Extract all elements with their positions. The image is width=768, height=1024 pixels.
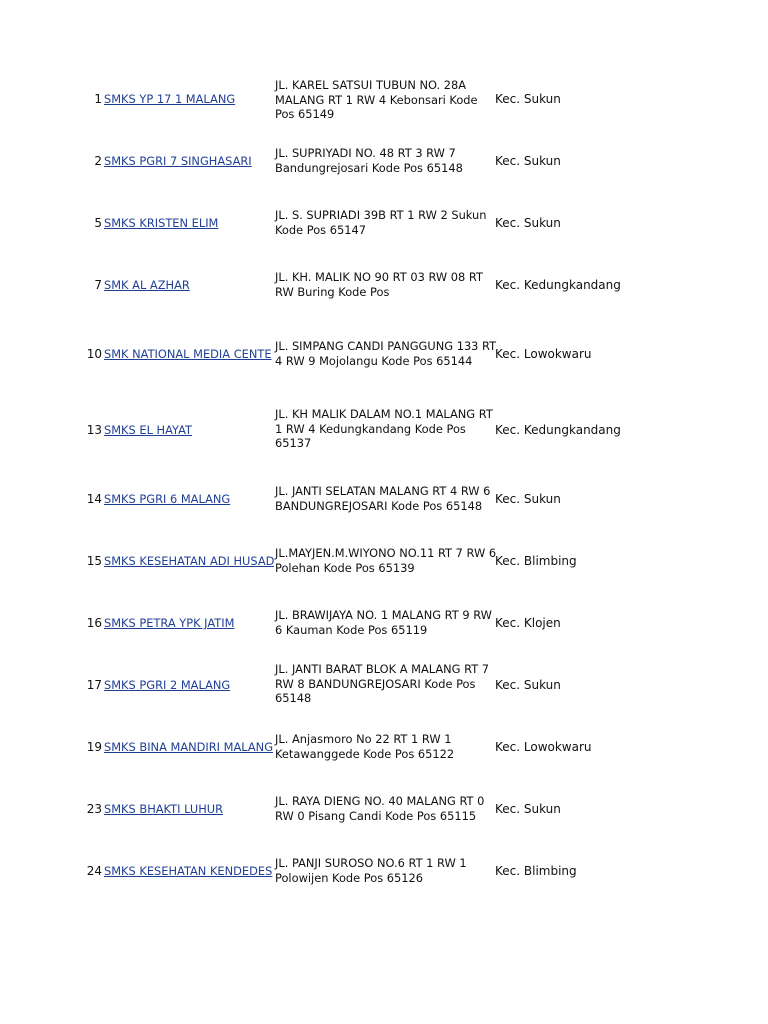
district: Kec. Klojen (495, 616, 561, 630)
table-row (0, 856, 768, 886)
school-address: JL. KH. MALIK NO 90 RT 03 RW 08 RT RW Buring Kode Pos (275, 270, 483, 299)
row-number: 7 (94, 278, 102, 292)
district: Kec. Sukun (495, 802, 561, 816)
table-row (0, 608, 768, 638)
school-name-link[interactable]: SMKS KESEHATAN KENDEDES (104, 864, 273, 878)
district: Kec. Kedungkandang (495, 278, 621, 292)
district: Kec. Sukun (495, 92, 561, 106)
row-number: 14 (86, 492, 102, 506)
school-address: JL. KH MALIK DALAM NO.1 MALANG RT 1 RW 4 Kedungkandang Kode Pos 65137 (275, 407, 493, 450)
school-address: JL. S. SUPRIADI 39B RT 1 RW 2 Sukun Kode Pos 65147 (275, 208, 487, 237)
school-name-link[interactable]: SMKS YP 17 1 MALANG (104, 92, 236, 106)
row-number: 5 (94, 216, 102, 230)
school-address: JL. JANTI BARAT BLOK A MALANG RT 7 RW 8 BANDUNGREJOSARI Kode Pos 65148 (275, 662, 490, 705)
district: Kec. Lowokwaru (495, 347, 592, 361)
row-number: 10 (86, 347, 102, 361)
school-name-link[interactable]: SMKS EL HAYAT (104, 423, 192, 437)
school-address: JL. PANJI SUROSO NO.6 RT 1 RW 1 Polowijen Kode Pos 65126 (275, 856, 467, 885)
row-number: 2 (94, 154, 102, 168)
district: Kec. Lowokwaru (495, 740, 592, 754)
row-number: 19 (86, 740, 102, 754)
school-address: JL. KAREL SATSUI TUBUN NO. 28A MALANG RT 1 RW 4 Kebonsari Kode Pos 65149 (275, 78, 478, 121)
school-address: JL. JANTI SELATAN MALANG RT 4 RW 6 BANDUNGREJOSARI Kode Pos 65148 (275, 484, 491, 513)
district: Kec. Blimbing (495, 554, 577, 568)
table-row (0, 484, 768, 514)
table-row (0, 407, 768, 451)
row-number: 13 (86, 423, 102, 437)
school-address: JL. BRAWIJAYA NO. 1 MALANG RT 9 RW 6 Kauman Kode Pos 65119 (275, 608, 492, 637)
row-number: 15 (86, 554, 102, 568)
district: Kec. Sukun (495, 154, 561, 168)
school-name-link[interactable]: SMKS BINA MANDIRI MALANG (104, 740, 274, 754)
table-row (0, 732, 768, 762)
table-row (0, 78, 768, 122)
table-row (0, 146, 768, 176)
school-name-link[interactable]: SMKS KRISTEN ELIM (104, 216, 219, 230)
row-number: 24 (86, 864, 102, 878)
table-row (0, 546, 768, 576)
row-number: 1 (94, 92, 102, 106)
school-name-link[interactable]: SMKS PETRA YPK JATIM (104, 616, 235, 630)
school-address: JL. SUPRIYADI NO. 48 RT 3 RW 7 Bandungrejosari Kode Pos 65148 (275, 146, 463, 175)
school-address: JL. RAYA DIENG NO. 40 MALANG RT 0 RW 0 Pisang Candi Kode Pos 65115 (275, 794, 485, 823)
table-row (0, 339, 768, 369)
district: Kec. Sukun (495, 492, 561, 506)
school-address: JL.MAYJEN.M.WIYONO NO.11 RT 7 RW 6 Polehan Kode Pos 65139 (275, 546, 497, 575)
school-name-link[interactable]: SMK AL AZHAR (104, 278, 190, 292)
school-name-link[interactable]: SMKS PGRI 6 MALANG (104, 492, 231, 506)
school-address: JL. SIMPANG CANDI PANGGUNG 133 RT 4 RW 9 Mojolangu Kode Pos 65144 (275, 339, 497, 368)
district: Kec. Sukun (495, 678, 561, 692)
district: Kec. Kedungkandang (495, 423, 621, 437)
table-row (0, 794, 768, 824)
row-number: 16 (86, 616, 102, 630)
row-number: 17 (86, 678, 102, 692)
district: Kec. Sukun (495, 216, 561, 230)
school-name-link[interactable]: SMK NATIONAL MEDIA CENTE (104, 347, 272, 361)
table-row (0, 208, 768, 238)
school-address: JL. Anjasmoro No 22 RT 1 RW 1 Ketawanggede Kode Pos 65122 (275, 732, 455, 761)
school-name-link[interactable]: SMKS KESEHATAN ADI HUSAD (104, 554, 274, 568)
district: Kec. Blimbing (495, 864, 577, 878)
row-number: 23 (86, 802, 102, 816)
school-name-link[interactable]: SMKS PGRI 7 SINGHASARI (104, 154, 252, 168)
table-row (0, 662, 768, 706)
school-name-link[interactable]: SMKS PGRI 2 MALANG (104, 678, 231, 692)
school-name-link[interactable]: SMKS BHAKTI LUHUR (104, 802, 224, 816)
table-row (0, 270, 768, 300)
